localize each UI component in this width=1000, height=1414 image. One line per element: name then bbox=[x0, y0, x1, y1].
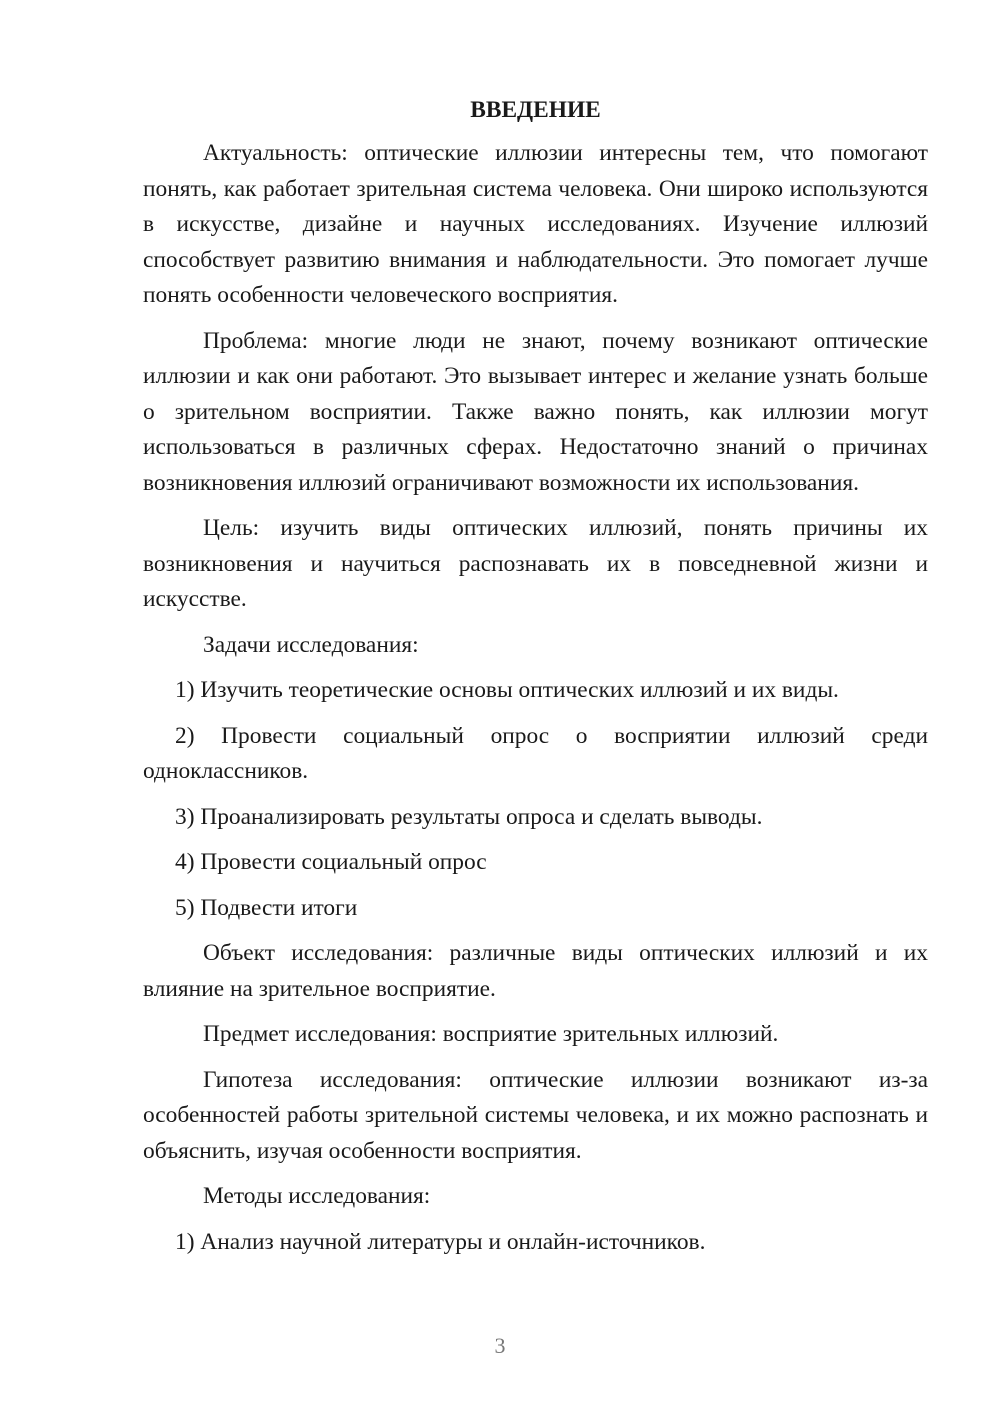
methods-heading: Методы исследования: bbox=[203, 1183, 431, 1209]
object-paragraph: Объект исследования: различные виды оптических иллюзий и их влияние на зрительное восприятие. bbox=[143, 940, 928, 1002]
task-item-3: 3) Проанализировать результаты опроса и сделать выводы. bbox=[175, 803, 763, 830]
task-item-4: 4) Провести социальный опрос bbox=[175, 849, 487, 875]
task-item-1: 1) Изучить теоретические основы оптических иллюзий и их виды. bbox=[175, 677, 839, 703]
subject-paragraph: Предмет исследования: восприятие зрительных иллюзий. bbox=[203, 1021, 779, 1047]
relevance-paragraph: Актуальность: оптические иллюзии интересны тем, что помогают понять, как работает зрительная система человека. Они широко используются в искусстве, дизайне и научных исследованиях. Изучение иллюзий способствует развитию внимания и наблюдательности. Это помогает лучше понять особенности человеческого восприятия. bbox=[143, 140, 928, 308]
hypothesis-paragraph: Гипотеза исследования: оптические иллюзии возникают из-за особенностей работы зрительной системы человека, и их можно распознать и объяснить, изучая особенности восприятия. bbox=[143, 1066, 928, 1164]
method-item-1: 1) Анализ научной литературы и онлайн-источников. bbox=[175, 1228, 706, 1255]
page-number: 3 bbox=[494, 1333, 506, 1358]
task-item-5: 5) Подвести итоги bbox=[175, 894, 358, 921]
page-title: ВВЕДЕНИЕ bbox=[470, 97, 601, 123]
goal-paragraph: Цель: изучить виды оптических иллюзий, понять причины их возникновения и научиться распознавать их в повседневной жизни и искусстве. bbox=[143, 515, 928, 612]
problem-paragraph: Проблема: многие люди не знают, почему возникают оптические иллюзии и как они работают. Это вызывает интерес и желание узнать больше о зрительном восприятии. Также важно понять, как иллюзии могут использоваться в различных сферах. Недостаточно знаний о причинах возникновения иллюзий ограничивают возможности их использования. bbox=[143, 327, 928, 496]
task-item-2: 2) Провести социальный опрос о восприятии иллюзий среди одноклассников. bbox=[143, 722, 928, 784]
page-body bbox=[143, 90, 928, 1270]
tasks-heading: Задачи исследования: bbox=[203, 631, 419, 658]
